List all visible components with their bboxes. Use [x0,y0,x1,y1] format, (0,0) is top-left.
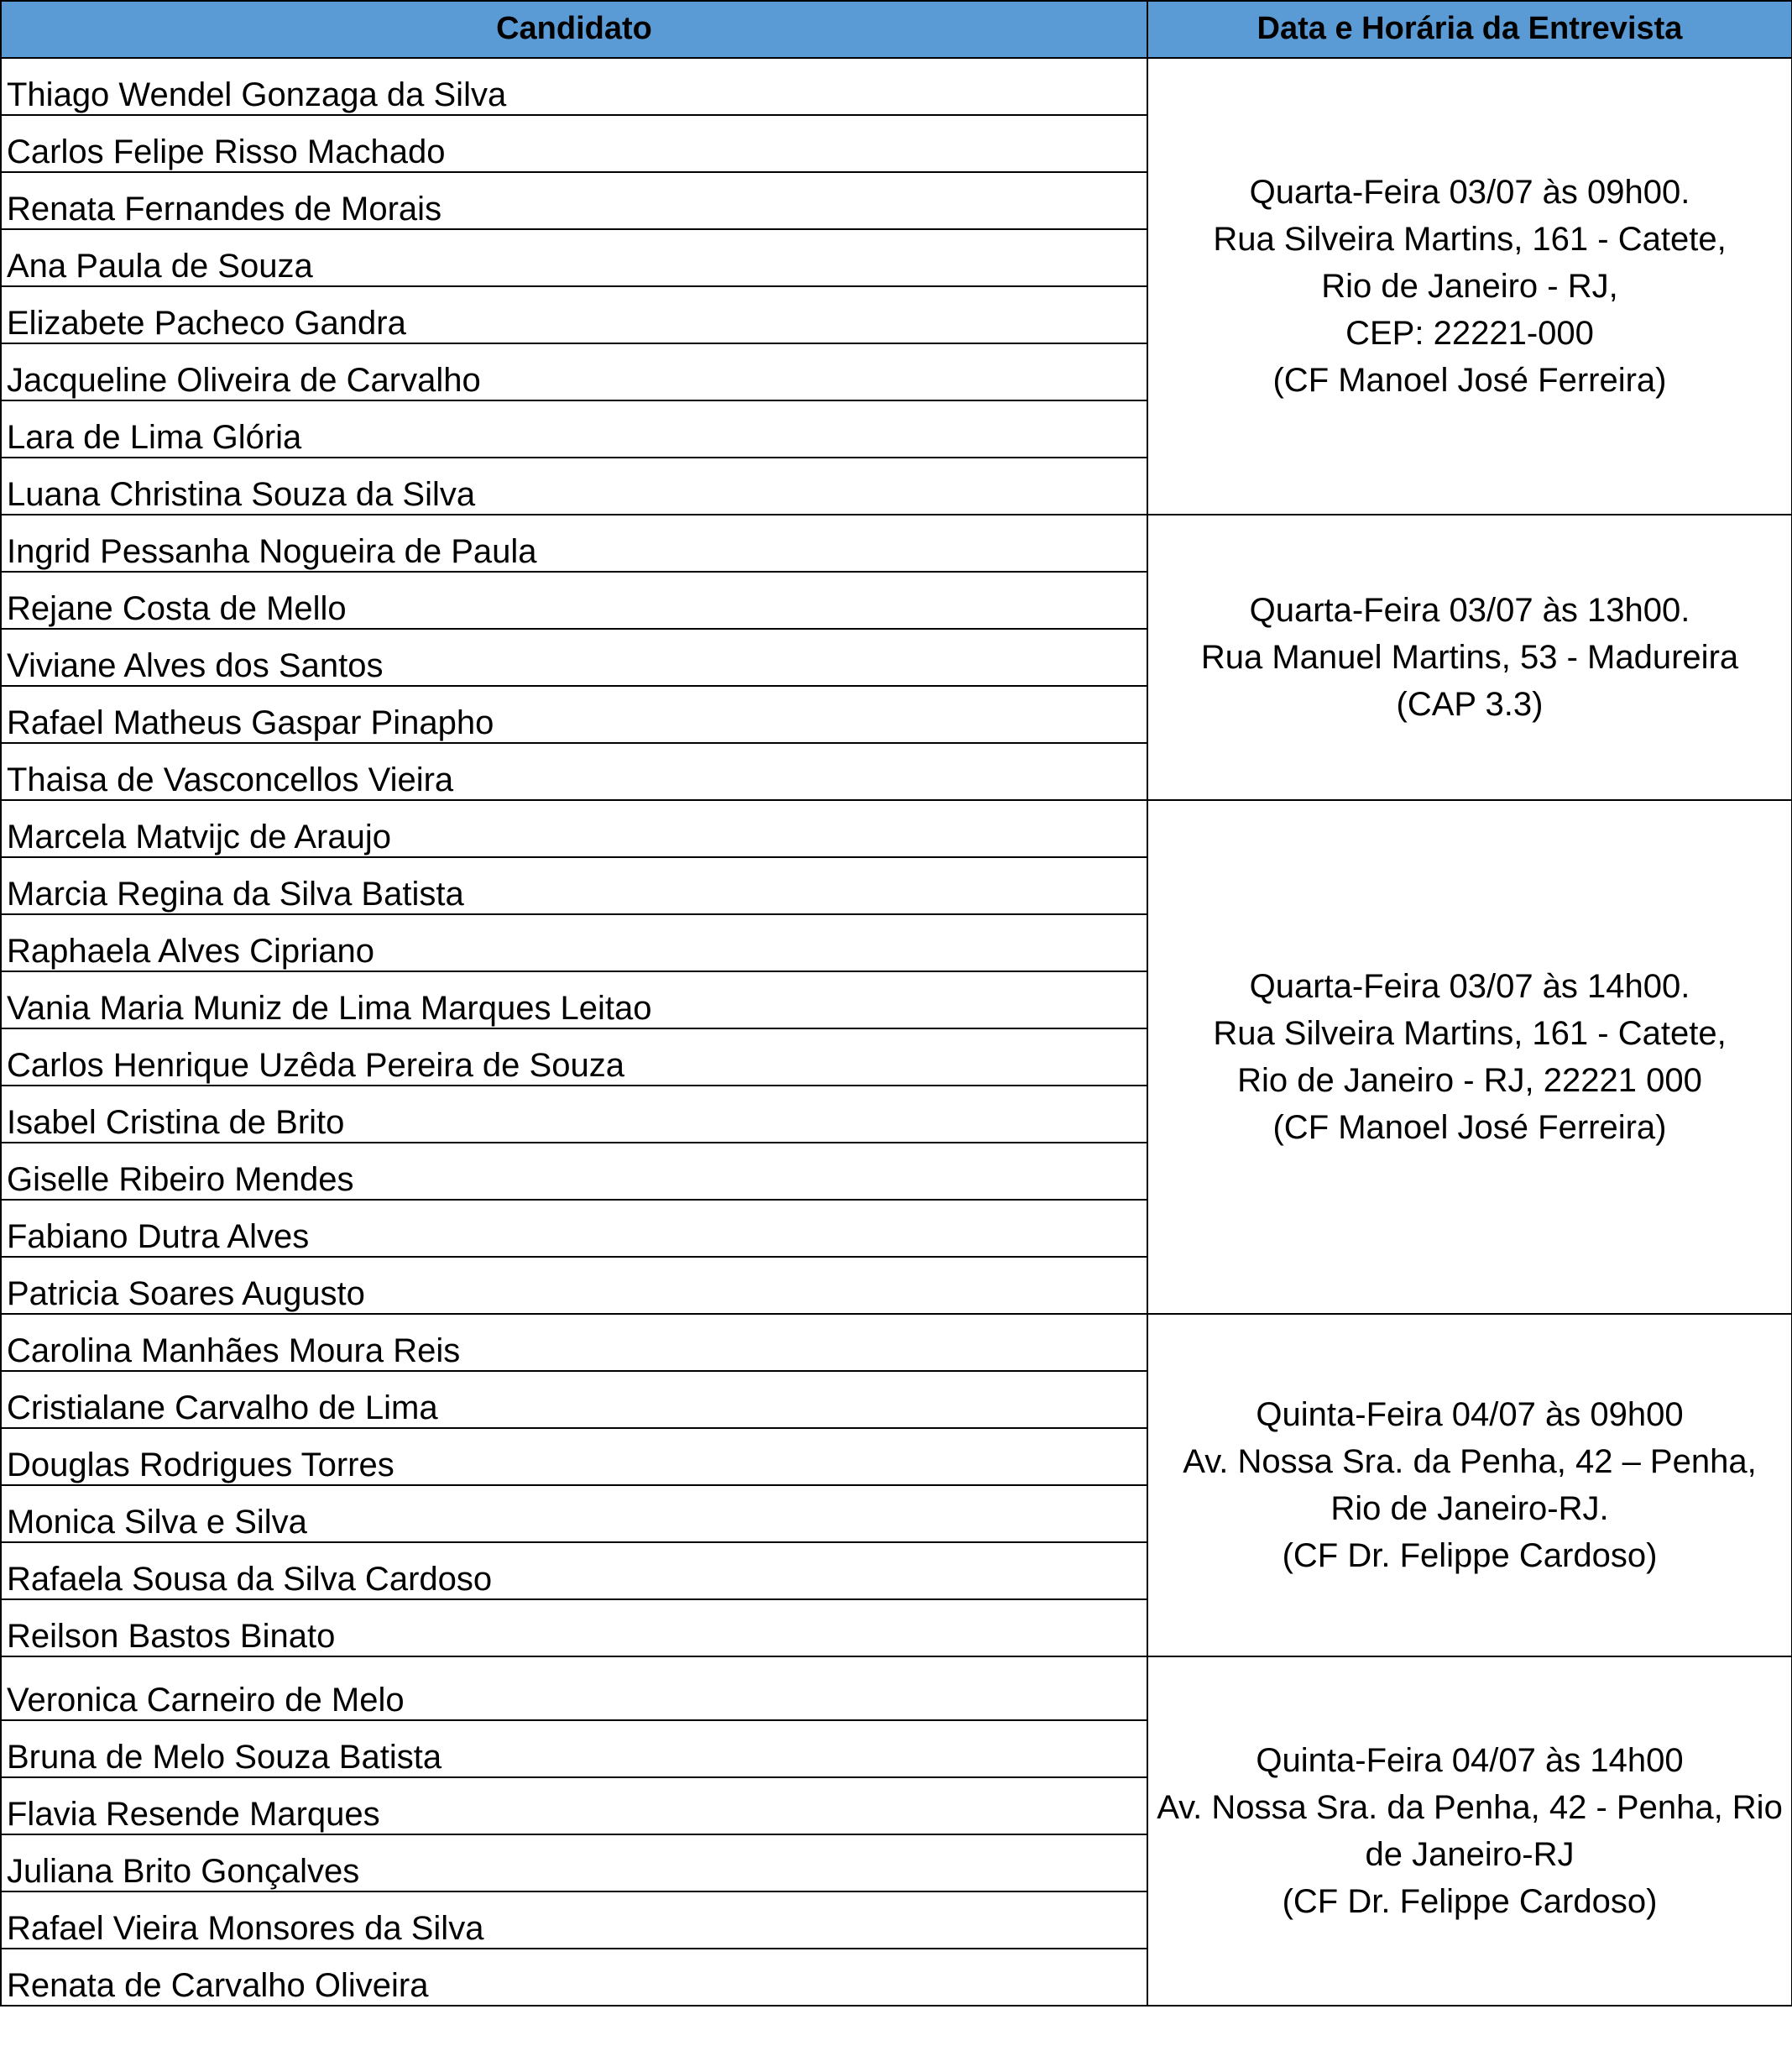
candidate-name-cell: Rejane Costa de Mello [1,572,1147,629]
interview-info-line: Rio de Janeiro-RJ. [1330,1490,1609,1527]
interview-info-line: Quarta-Feira 03/07 às 09h00. [1249,174,1690,211]
table-row [1,1656,1792,1720]
candidate-name-cell: Carolina Manhães Moura Reis [1,1314,1147,1371]
interview-info-line: Quinta-Feira 04/07 às 09h00 [1256,1396,1684,1433]
interview-info-line: (CF Manoel José Ferreira) [1272,1109,1667,1146]
interview-info-line: Rua Silveira Martins, 161 - Catete, [1213,221,1727,258]
interview-info-line: Rua Silveira Martins, 161 - Catete, [1213,1015,1727,1052]
candidate-name-cell: Carlos Henrique Uzêda Pereira de Souza [1,1028,1147,1086]
candidate-name-cell: Marcela Matvijc de Araujo [1,800,1147,857]
interview-info-line: Rio de Janeiro - RJ, [1321,268,1618,305]
candidate-name-cell: Fabiano Dutra Alves [1,1200,1147,1257]
candidate-name-cell: Thiago Wendel Gonzaga da Silva [1,58,1147,115]
interview-info-line: (CF Dr. Felippe Cardoso) [1282,1537,1658,1574]
candidate-name-cell: Vania Maria Muniz de Lima Marques Leitao [1,971,1147,1028]
candidate-name-cell: Flavia Resende Marques [1,1777,1147,1834]
candidate-name-cell: Giselle Ribeiro Mendes [1,1143,1147,1200]
table-body [1,58,1792,2006]
candidate-name-cell: Raphaela Alves Cipriano [1,914,1147,971]
candidate-name-cell: Douglas Rodrigues Torres [1,1428,1147,1485]
interview-info-cell [1147,800,1792,1314]
candidate-name-cell: Marcia Regina da Silva Batista [1,857,1147,914]
interview-info-line: (CF Dr. Felippe Cardoso) [1282,1883,1658,1920]
candidate-name-cell: Renata Fernandes de Morais [1,172,1147,229]
header-row [1,1,1792,58]
interview-info-cell [1147,515,1792,800]
candidate-name-cell: Rafaela Sousa da Silva Cardoso [1,1542,1147,1599]
candidate-name-cell: Jacqueline Oliveira de Carvalho [1,343,1147,400]
interview-info-line: Av. Nossa Sra. da Penha, 42 – Penha, [1183,1443,1757,1480]
candidate-name-cell: Renata de Carvalho Oliveira [1,1949,1147,2006]
table-row [1,58,1792,115]
interview-info-line: Rua Manuel Martins, 53 - Madureira [1200,639,1739,676]
candidate-name-cell: Isabel Cristina de Brito [1,1086,1147,1143]
interview-info-cell [1147,1656,1792,2006]
candidate-name-cell: Carlos Felipe Risso Machado [1,115,1147,172]
interview-info-line: Quarta-Feira 03/07 às 14h00. [1249,968,1690,1005]
candidate-name-cell: Patricia Soares Augusto [1,1257,1147,1314]
candidate-name-cell: Veronica Carneiro de Melo [1,1656,1147,1720]
interview-info-line: Rio de Janeiro - RJ, 22221 000 [1237,1062,1702,1099]
column-header-candidate: Candidato [1,1,1147,58]
interview-info-line: Quarta-Feira 03/07 às 13h00. [1249,592,1690,629]
candidate-name-cell: Ana Paula de Souza [1,229,1147,286]
interview-info-cell [1147,1314,1792,1656]
table-row [1,800,1792,857]
candidate-name-cell: Luana Christina Souza da Silva [1,458,1147,515]
column-header-interview: Data e Horária da Entrevista [1147,1,1792,58]
interview-info-line: (CF Manoel José Ferreira) [1272,362,1667,399]
candidate-name-cell: Rafael Matheus Gaspar Pinapho [1,686,1147,743]
candidate-name-cell: Thaisa de Vasconcellos Vieira [1,743,1147,800]
interview-info-cell [1147,58,1792,515]
candidate-name-cell: Viviane Alves dos Santos [1,629,1147,686]
candidate-name-cell: Ingrid Pessanha Nogueira de Paula [1,515,1147,572]
interview-info-line: (CAP 3.3) [1396,686,1544,723]
candidate-name-cell: Elizabete Pacheco Gandra [1,286,1147,343]
interview-info-line: CEP: 22221-000 [1345,315,1594,352]
candidate-name-cell: Rafael Vieira Monsores da Silva [1,1891,1147,1949]
candidate-name-cell: Bruna de Melo Souza Batista [1,1720,1147,1777]
table-row [1,515,1792,572]
interview-info-line: Av. Nossa Sra. da Penha, 42 - Penha, Rio [1157,1789,1783,1826]
candidate-name-cell: Juliana Brito Gonçalves [1,1834,1147,1891]
candidate-name-cell: Lara de Lima Glória [1,400,1147,458]
interview-info-line: de Janeiro-RJ [1365,1836,1575,1873]
interview-info-line: Quinta-Feira 04/07 às 14h00 [1256,1742,1684,1779]
candidate-name-cell: Monica Silva e Silva [1,1485,1147,1542]
table-row [1,1314,1792,1371]
candidate-name-cell: Reilson Bastos Binato [1,1599,1147,1656]
candidate-name-cell: Cristialane Carvalho de Lima [1,1371,1147,1428]
